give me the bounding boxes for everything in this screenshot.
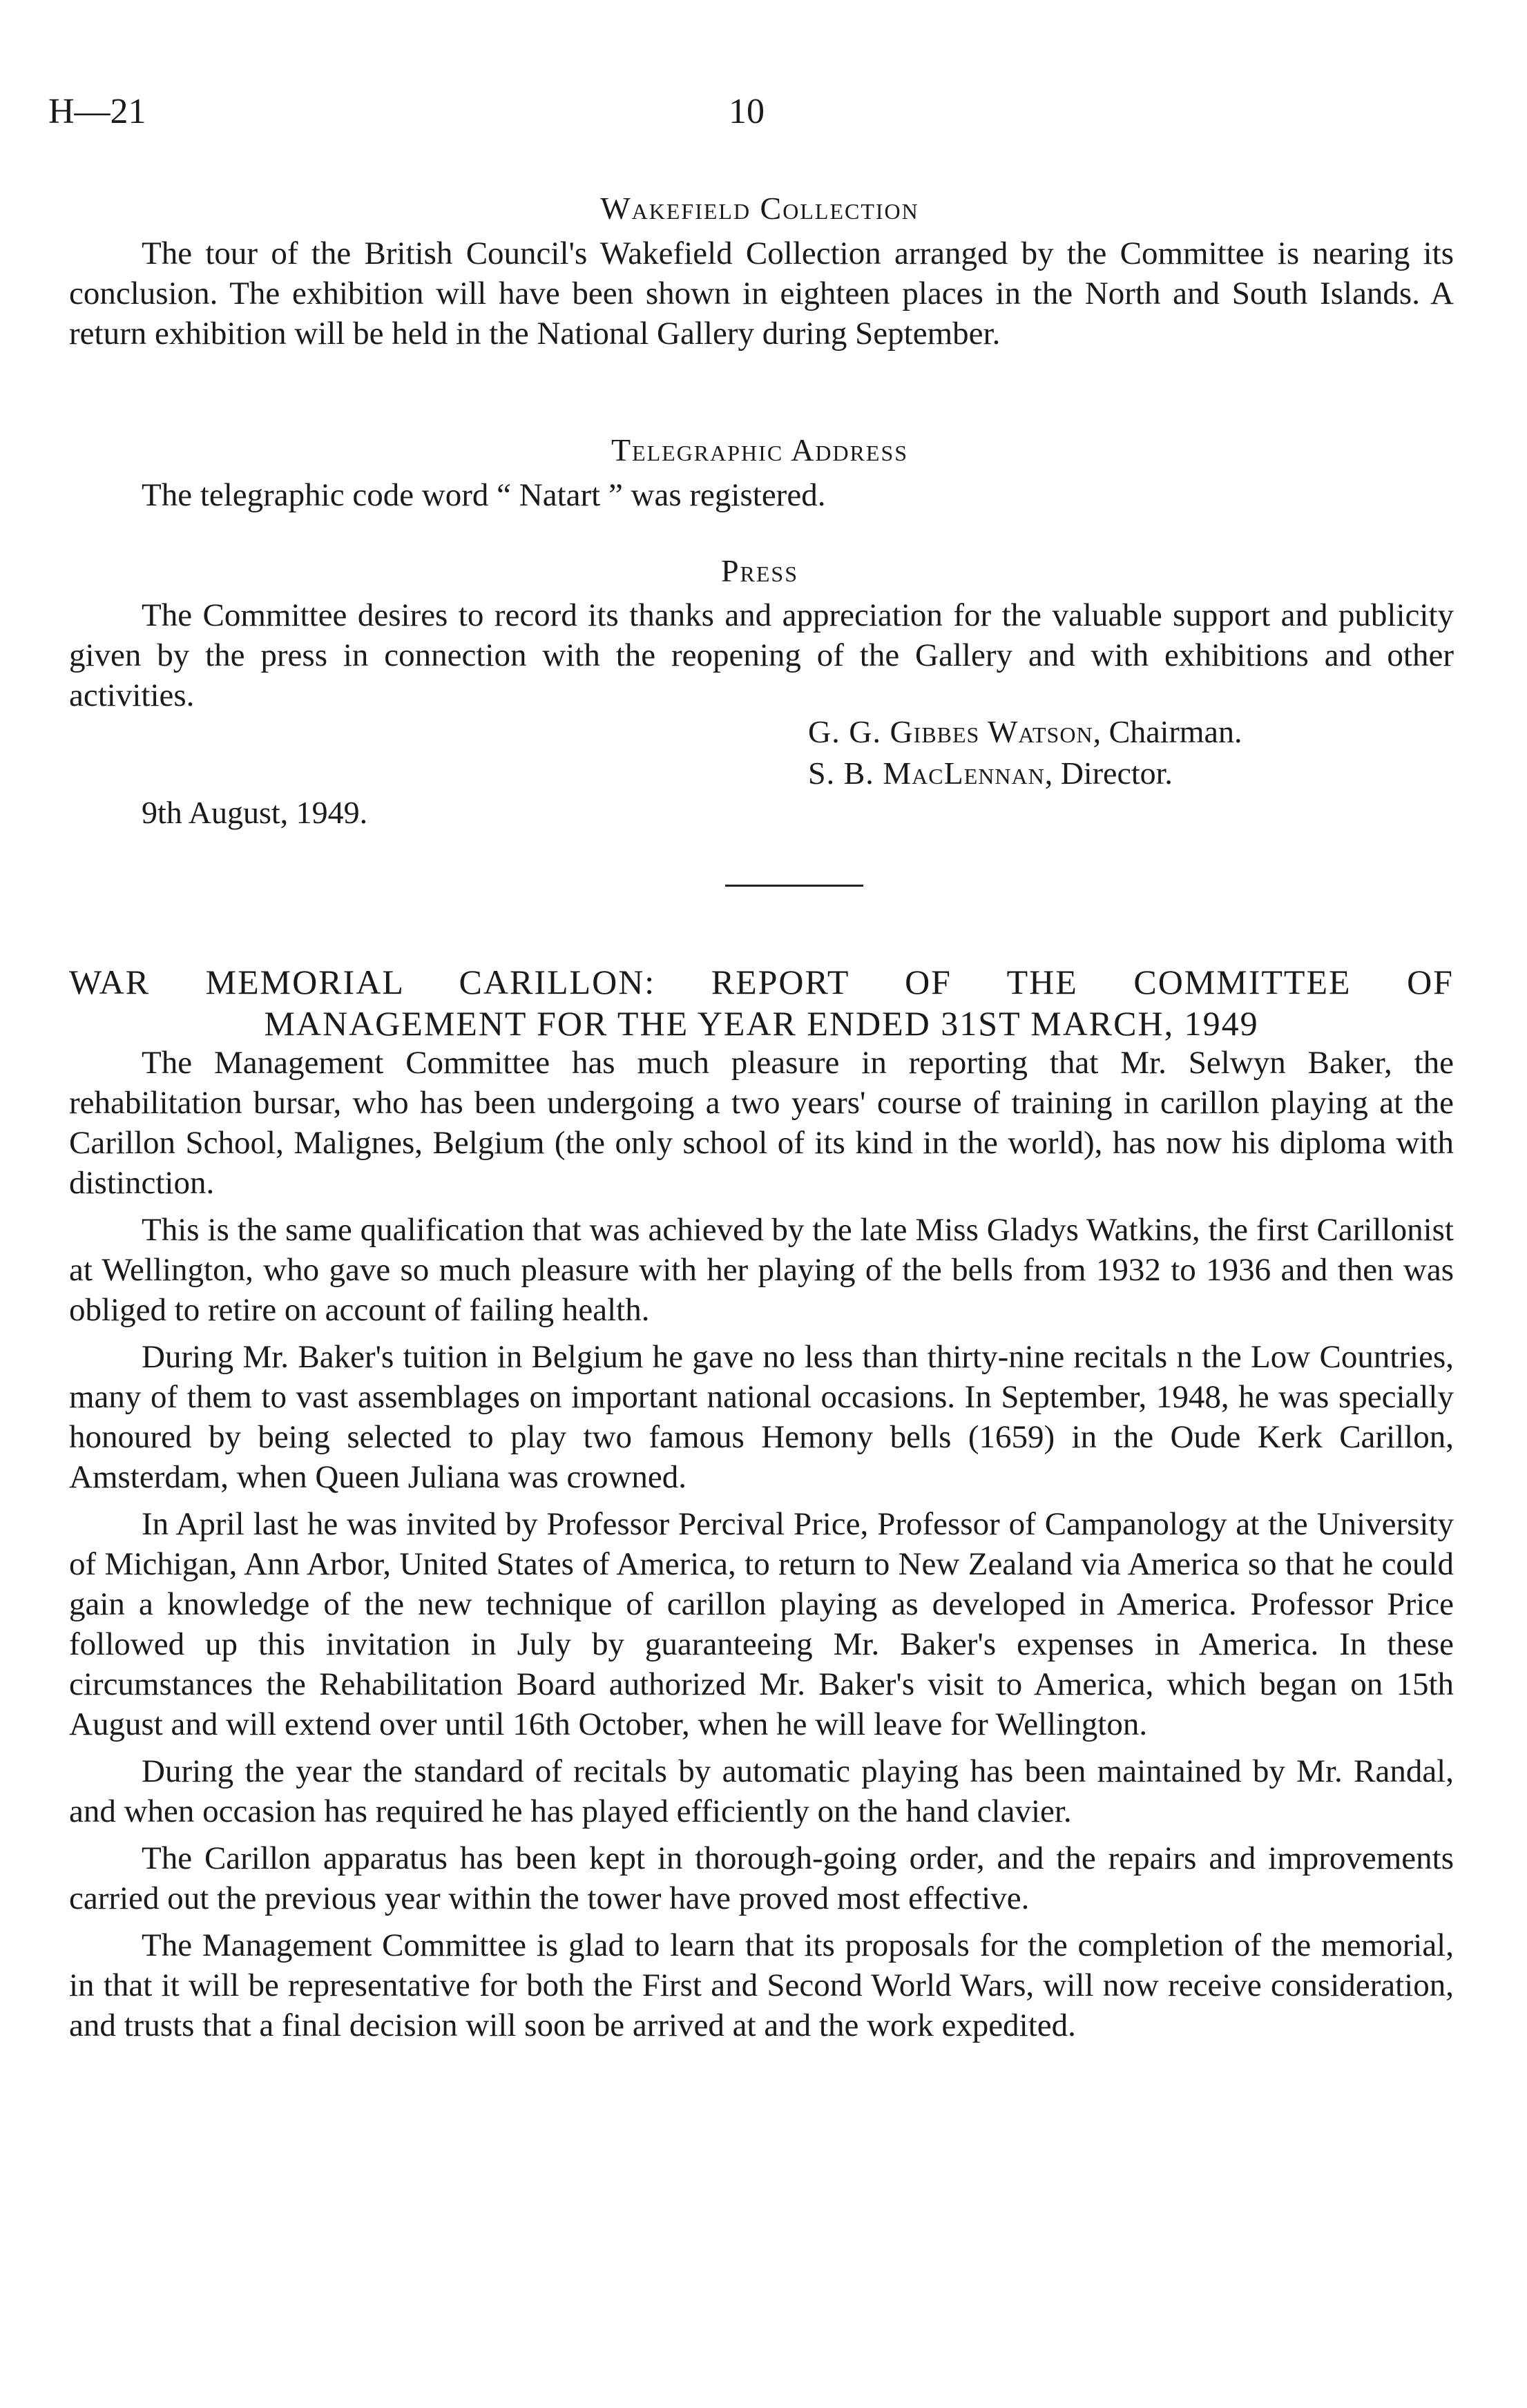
signatory-role: , Chairman. bbox=[1093, 714, 1242, 749]
report-paragraph: The Management Committee is glad to learn that its proposals for the completion of the memorial, in that it will be representative for both the First and Second World Wars, will now receive consideration, and trusts that a final decision will soon be arrived at and the work expedited. bbox=[69, 1927, 1454, 2043]
report-paragraph: The Management Committee has much pleasure in reporting that Mr. Selwyn Baker, the rehabilitation bursar, who has been undergoing a two years' course of training in carillon playing at the Carillon School, Malignes, Belgium (the only school of its kind in the world), has now his diploma with distinction. bbox=[69, 1045, 1454, 1201]
telegraphic-paragraph: The telegraphic code word “ Natart ” was registered. bbox=[142, 477, 826, 513]
section-heading-wakefield: Wakefield Collection bbox=[600, 191, 919, 226]
report-paragraph: In April last he was invited by Professor Percival Price, Professor of Campanology at the University of Michigan, Ann Arbor, United States of America, to return to New Zealand via America so that he could gain a knowledge of the new technique of carillon playing as developed in America. Professor Price followed up this invitation in July by guaranteeing Mr. Baker's expenses in America. In these circumstances the Rehabilitation Board authorized Mr. Baker's visit to America, which began on 15th August and will extend over until 16th October, when he will leave for Wellington. bbox=[69, 1506, 1454, 1742]
signatory-name: S. B. MacLennan bbox=[808, 755, 1045, 791]
page-header bbox=[48, 91, 1450, 146]
page-number: 10 bbox=[729, 92, 765, 131]
report-date: 9th August, 1949. bbox=[142, 795, 368, 830]
press-paragraph: The Committee desires to record its thanks and appreciation for the valuable support and publicity given by the press in connection with the reopening of the Gallery and with exhibitions and other activities. bbox=[69, 597, 1454, 713]
signature-chairman bbox=[808, 711, 1242, 753]
signatory-role: , Director. bbox=[1044, 755, 1173, 791]
section-heading-telegraphic: Telegraphic Address bbox=[611, 432, 909, 468]
section-divider bbox=[725, 885, 863, 887]
title-line-1: WAR MEMORIAL CARILLON: REPORT OF THE COMMITTEE OF bbox=[69, 963, 1454, 1001]
title-line-2: MANAGEMENT FOR THE YEAR ENDED 31ST MARCH, 1949 bbox=[264, 1004, 1259, 1043]
report-paragraph: The Carillon apparatus has been kept in thorough-going order, and the repairs and improvements carried out the previous year within the tower have proved most effective. bbox=[69, 1840, 1454, 1916]
signature-director bbox=[808, 753, 1173, 794]
section-heading-press: Press bbox=[720, 553, 799, 588]
document-reference: H—21 bbox=[48, 92, 146, 131]
signatory-name: G. G. Gibbes Watson bbox=[808, 714, 1093, 749]
wakefield-paragraph: The tour of the British Council's Wakefield Collection arranged by the Committee is nearing its conclusion. The exhibition will have been shown in eighteen places in the North and South Islands. A return exhibition will be held in the National Gallery during September. bbox=[69, 235, 1454, 351]
report-paragraph: During the year the standard of recitals by automatic playing has been maintained by Mr. Randal, and when occasion has required he has played efficiently on the hand clavier. bbox=[69, 1753, 1454, 1829]
report-paragraph: This is the same qualification that was achieved by the late Miss Gladys Watkins, the first Carillonist at Wellington, who gave so much pleasure with her playing of the bells from 1932 to 1936 and then was obliged to retire on account of failing health. bbox=[69, 1212, 1454, 1328]
report-paragraph: During Mr. Baker's tuition in Belgium he gave no less than thirty-nine recitals n the Low Countries, many of them to vast assemblages on important national occasions. In September, 1948, he was specially honoured by being selected to play two famous Hemony bells (1659) in the Oude Kerk Carillon, Amsterdam, when Queen Juliana was crowned. bbox=[69, 1339, 1454, 1495]
carillon-report-body bbox=[69, 1043, 1454, 2052]
carillon-report-title bbox=[69, 961, 1454, 1044]
